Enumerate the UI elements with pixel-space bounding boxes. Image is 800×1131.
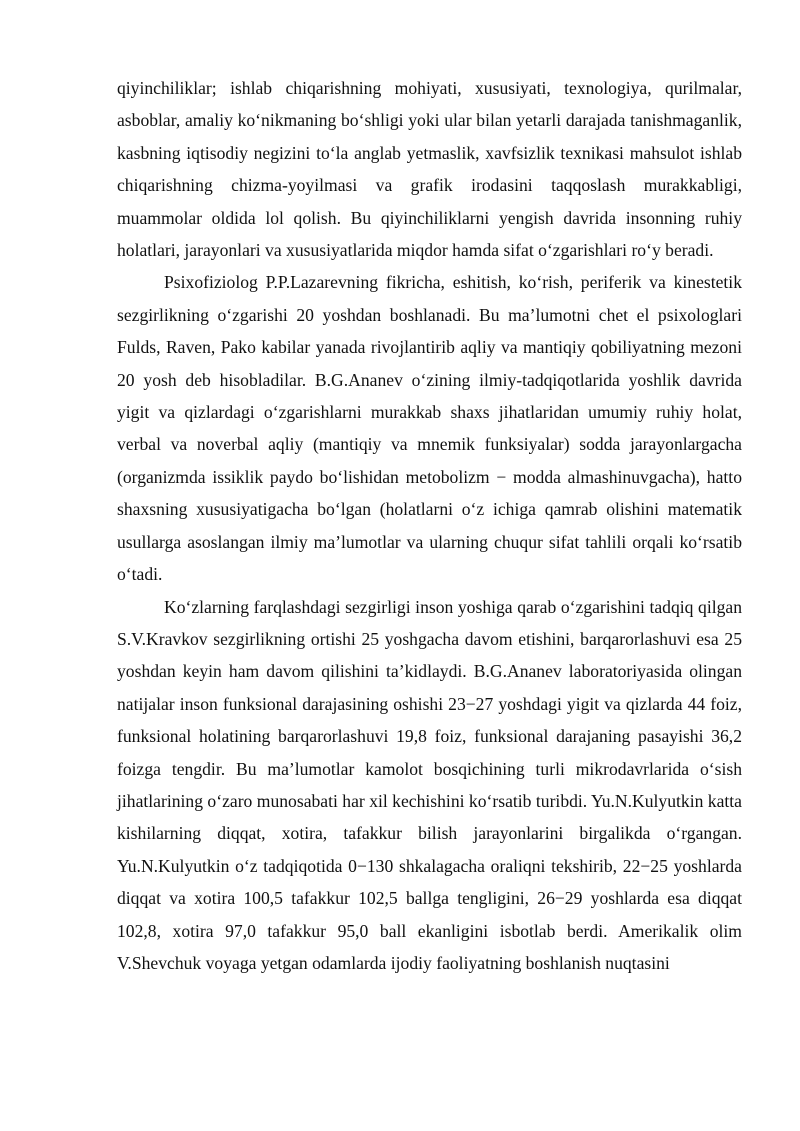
document-page (117, 72, 742, 979)
paragraph-2: Psixofiziolog P.P.Lazarevning fikricha, eshitish, ko‘rish, periferik va kinestetik sezgirlikning o‘zgarishi 20 yoshdan boshlanadi. Bu ma’lumotni chet el psixologlari Fulds, Raven, Pako kabilar yanada rivojlantirib aqliy va mantiqiy qobiliyatning mezoni 20 yosh deb hisobladilar. B.G.Ananev o‘zining ilmiy-tadqiqotlarida yoshlik davrida yigit va qizlardagi o‘zgarishlarni murakkab shaxs jihatlaridan umumiy ruhiy holat, verbal va noverbal aqliy (mantiqiy va mnemik funksiyalar) sodda jarayonlargacha (organizmda issiklik paydo bo‘lishidan metobolizm − modda almashinuvgacha), hatto shaxsning xususiyatigacha bo‘lgan (holatlarni o‘z ichiga qamrab olishini matematik usullarga asoslangan ilmiy ma’lumotlar va ularning chuqur sifat tahlili orqali ko‘rsatib o‘tadi. (117, 272, 742, 585)
paragraph-1: qiyinchiliklar; ishlab chiqarishning mohiyati, xususiyati, texnologiya, qurilmalar, asboblar, amaliy ko‘nikmaning bo‘shligi yoki ular bilan yetarli darajada tanishmaganlik, kasbning iqtisodiy negizini to‘la anglab yetmaslik, xavfsizlik texnikasi mahsulot ishlab chiqarishning chizma-yoyilmasi va grafik irodasini taqqoslash murakkabligi, muammolar oldida lol qolish. Bu qiyinchiliklarni yengish davrida insonning ruhiy holatlari, jarayonlari va xususiyatlarida miqdor hamda sifat o‘zgarishlari ro‘y beradi. (117, 78, 742, 261)
paragraph-3: Ko‘zlarning farqlashdagi sezgirligi inson yoshiga qarab o‘zgarishini tadqiq qilgan S.V.Kravkov sezgirlikning ortishi 25 yoshgacha davom etishini, barqarorlashuvi esa 25 yoshdan keyin ham davom qilishini ta’kidlaydi. B.G.Ananev laboratoriyasida olingan natijalar inson funksional darajasining oshishi 23−27 yoshdagi yigit va qizlarda 44 foiz, funksional holatining barqarorlashuvi 19,8 foiz, funksional darajaning pasayishi 36,2 foizga tengdir. Bu ma’lumotlar kamolot bosqichining turli mikrodavrlarida o‘sish jihatlarining o‘zaro munosabati har xil kechishini ko‘rsatib turibdi. Yu.N.Kulyutkin katta kishilarning diqqat, xotira, tafakkur bilish jarayonlarini birgalikda o‘rgangan. Yu.N.Kulyutkin o‘z tadqiqotida 0−130 shkalagacha oraliqni tekshirib, 22−25 yoshlarda diqqat va xotira 100,5 tafakkur 102,5 ballga tengligini, 26−29 yoshlarda esa diqqat 102,8, xotira 97,0 tafakkur 95,0 ball ekanligini isbotlab berdi. Amerikalik olim V.Shevchuk voyaga yetgan odamlarda ijodiy faoliyatning boshlanish nuqtasini (117, 596, 742, 973)
